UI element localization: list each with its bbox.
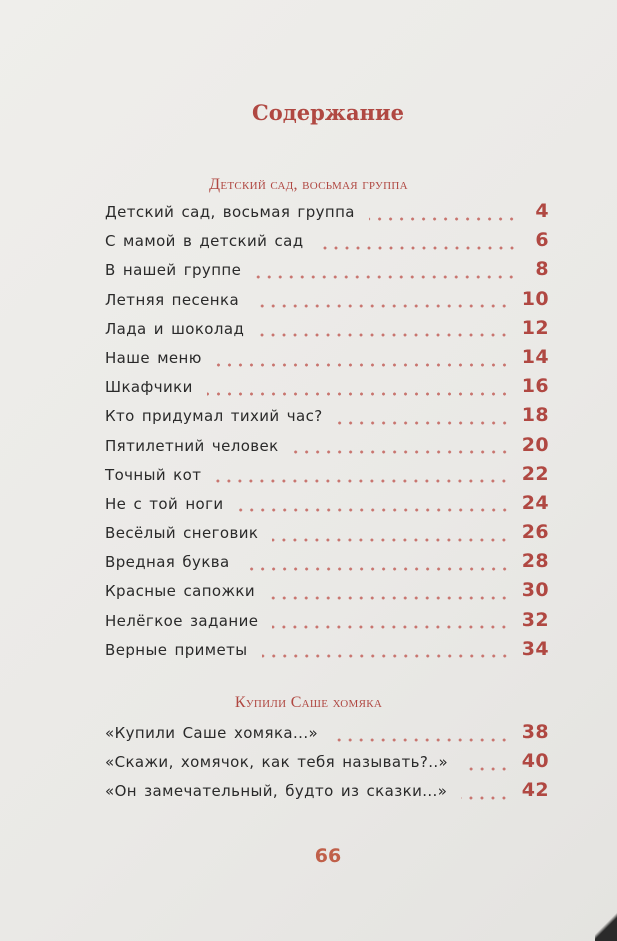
toc-entry[interactable] — [105, 463, 549, 492]
toc-entry-page: 42 — [521, 779, 549, 802]
toc-entry-title: В нашей группе — [105, 261, 242, 280]
dot-leader — [318, 246, 518, 250]
toc-entry[interactable] — [105, 750, 549, 779]
toc-entry-title: Верные приметы — [105, 640, 248, 659]
toc-entry[interactable] — [105, 375, 549, 404]
toc-entry[interactable] — [105, 779, 549, 808]
toc-entry-page: 22 — [521, 462, 549, 485]
toc-entry-title: Детский сад, восьмая группа — [105, 203, 355, 221]
toc-list — [105, 200, 549, 667]
toc-entry-page: 4 — [535, 200, 549, 222]
toc-entry-title: Лада и шоколад — [105, 319, 245, 338]
toc-entry-page: 6 — [535, 229, 549, 252]
toc-entry-page: 16 — [521, 375, 549, 398]
dot-leader — [293, 450, 510, 454]
toc-entry-title: Шкафчики — [105, 378, 193, 397]
toc-entry-title: Пятилетний человек — [105, 436, 279, 455]
toc-entry[interactable] — [105, 492, 549, 521]
page-title: Содержание — [252, 100, 404, 125]
dot-leader — [238, 508, 510, 512]
dot-leader — [215, 479, 509, 483]
toc-entry[interactable] — [105, 317, 549, 346]
toc-entry[interactable] — [105, 638, 549, 667]
toc-entry[interactable] — [105, 229, 549, 258]
toc-entry[interactable] — [105, 258, 549, 287]
toc-entry-page: 18 — [521, 404, 549, 427]
toc-entry-title: Нелёгкое задание — [105, 611, 259, 630]
toc-entry-page: 38 — [521, 721, 549, 743]
section-heading: Купили Саше хомяка — [234, 694, 383, 711]
toc-entry-title: Не с той ноги — [105, 494, 224, 513]
dot-leader — [269, 596, 510, 600]
dot-leader — [253, 304, 510, 308]
toc-entry-page: 12 — [521, 316, 549, 339]
dot-leader — [461, 796, 509, 800]
section-heading: Детский сад, восьмая группа — [209, 176, 408, 193]
dot-leader — [258, 333, 510, 337]
toc-entry-page: 10 — [521, 287, 549, 310]
toc-entry-page: 28 — [521, 550, 549, 573]
toc-entry-page: 40 — [521, 750, 549, 773]
toc-entry-page: 34 — [521, 637, 549, 660]
toc-entry-title: «Купили Саше хомяка...» — [105, 724, 319, 742]
dot-leader — [337, 421, 510, 425]
toc-entry[interactable] — [105, 200, 549, 229]
toc-entry-title: Вредная буква — [105, 553, 230, 572]
toc-entry-title: С мамой в детский сад — [105, 232, 304, 251]
toc-entry[interactable] — [105, 521, 549, 550]
dot-leader — [462, 767, 510, 771]
dot-leader — [207, 392, 510, 396]
dot-leader — [332, 738, 510, 742]
toc-entry-title: Красные сапожки — [105, 582, 256, 601]
dot-leader — [272, 538, 509, 542]
toc-entry-title: Летняя песенка — [105, 290, 240, 309]
toc-entry-title: Наше меню — [105, 348, 202, 367]
toc-entry[interactable] — [105, 550, 549, 579]
toc-entry[interactable] — [105, 404, 549, 433]
dot-leader — [255, 275, 517, 279]
toc-entry-page: 24 — [521, 491, 549, 514]
dot-leader — [216, 363, 510, 367]
dot-leader — [262, 654, 510, 658]
page-corner-shadow — [595, 911, 617, 941]
dot-leader — [244, 567, 510, 571]
toc-entry-title: Точный кот — [105, 465, 202, 484]
toc-entry-title: Весёлый снеговик — [105, 524, 259, 543]
dot-leader — [369, 217, 517, 221]
toc-list — [105, 721, 549, 809]
toc-entry-page: 8 — [535, 258, 549, 281]
dot-leader — [272, 625, 509, 629]
toc-entry[interactable] — [105, 579, 549, 608]
toc-entry-page: 20 — [521, 433, 549, 456]
toc-entry[interactable] — [105, 346, 549, 375]
toc-entry-title: «Он замечательный, будто из сказки...» — [105, 782, 448, 801]
toc-entry[interactable] — [105, 721, 549, 750]
toc-entry-title: Кто придумал тихий час? — [105, 407, 323, 426]
toc-entry-title: «Скажи, хомячок, как тебя называть?..» — [105, 753, 449, 772]
toc-entry-page: 32 — [521, 608, 549, 631]
toc-entry[interactable] — [105, 434, 549, 463]
toc-entry[interactable] — [105, 288, 549, 317]
toc-entry-page: 30 — [521, 579, 549, 602]
toc-entry-page: 26 — [521, 521, 549, 544]
toc-entry-page: 14 — [521, 345, 549, 368]
toc-entry[interactable] — [105, 609, 549, 638]
page-number: 66 — [314, 845, 342, 867]
